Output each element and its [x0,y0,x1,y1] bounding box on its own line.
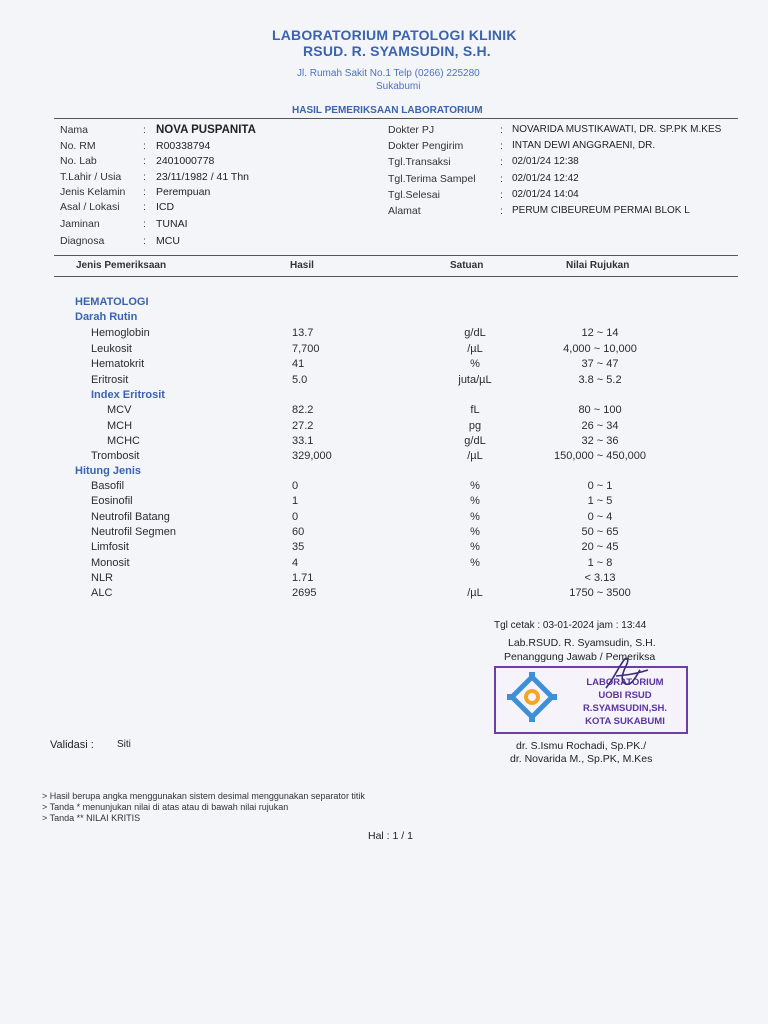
table-row [0,358,768,373]
test-result: 60 [292,525,305,538]
hospital-logo-icon [500,671,564,731]
patient-field-value: MCU [156,235,180,247]
stamp-line-4: KOTA SUKABUMI [585,716,665,727]
test-reference: 4,000 ~ 10,000 [563,342,637,355]
section-darah-rutin: Darah Rutin [75,311,138,323]
doctor-field-label: Tgl.Selesai [388,189,440,201]
doctor-field-value: NOVARIDA MUSTIKAWATI, DR. SP.PK M.KES [512,124,722,135]
test-reference: 32 ~ 36 [581,435,619,447]
patient-field-label: No. RM [60,140,96,152]
field-colon: : [143,171,146,183]
test-result: 35 [292,541,305,554]
test-unit: pg [468,419,482,432]
test-reference: 1 ~ 5 [587,495,613,508]
test-reference: 0 ~ 4 [587,510,613,523]
doctor-field-value: 02/01/24 12:38 [512,156,579,167]
test-name: Neutrofil Batang [91,510,170,523]
doctor-field-label: Tgl.Terima Sampel [388,173,476,185]
note-decimal: > Hasil berupa angka menggunakan sistem desimal menggunakan separator titik [42,791,365,801]
doctor-field-value: PERUM CIBEUREUM PERMAI BLOK L [512,205,690,216]
validasi-value: Siti [117,739,131,750]
test-name: MCHC [107,435,140,447]
stamp-line-1: LABORATORIUM [586,677,664,688]
test-name: MCV [107,404,132,416]
hospital-city: Sukabumi [376,81,421,92]
test-reference: 50 ~ 65 [581,525,619,538]
test-reference: 3.8 ~ 5.2 [578,373,622,386]
doctor-field-label: Dokter Pengirim [388,140,464,152]
validator-doctor-1: dr. S.Ismu Rochadi, Sp.PK./ [516,740,647,752]
test-result: 0 [292,480,299,492]
field-colon: : [500,173,503,185]
patient-field-label: T.Lahir / Usia [60,171,122,183]
table-row [0,495,768,510]
test-result: 41 [292,358,305,370]
field-colon: : [500,140,503,152]
table-row [0,541,768,556]
hospital-address: Jl. Rumah Sakit No.1 Telp (0266) 225280 [297,68,480,79]
patient-field-value: 2401000778 [156,155,215,167]
col-jenis-pemeriksaan: Jenis Pemeriksaan [76,260,167,271]
test-reference: 20 ~ 45 [581,541,619,554]
field-colon: : [500,205,503,217]
test-reference: 1 ~ 8 [587,556,613,569]
table-row [0,572,768,587]
test-result: 13.7 [292,327,314,339]
note-asterisk: > Tanda * menunjukan nilai di atas atau di bawah nilai rujukan [42,802,289,812]
test-name: Monosit [91,556,130,569]
doctor-field-label: Alamat [388,205,421,217]
table-row [0,526,768,541]
test-result: 27.2 [292,419,314,432]
test-unit: % [470,480,480,492]
table-row [0,374,768,389]
note-critical: > Tanda ** NILAI KRITIS [42,813,141,823]
section-hematologi: HEMATOLOGI [75,296,149,308]
patient-field-value: 23/11/1982 / 41 Thn [156,171,250,183]
print-role: Penanggung Jawab / Pemeriksa [504,651,656,663]
patient-field-value: R00338794 [156,140,211,152]
test-unit: /µL [467,587,483,600]
test-reference: 37 ~ 47 [581,358,619,370]
test-name: Leukosit [91,342,132,355]
section-index-eritrosit: Index Eritrosit [91,389,165,401]
validasi-label: Validasi : [50,739,94,751]
patient-field-label: Jenis Kelamin [60,186,126,198]
test-result: 2695 [292,587,317,600]
hospital-name: RSUD. R. SYAMSUDIN, S.H. [303,43,491,59]
test-reference: 26 ~ 34 [581,419,619,432]
patient-field-label: Nama [60,124,89,136]
field-colon: : [143,218,146,230]
test-name: Basofil [91,480,125,492]
patient-field-label: Asal / Lokasi [60,201,120,213]
test-result: 1 [292,495,299,508]
field-colon: : [143,235,146,247]
test-name: Hematokrit [91,358,145,370]
test-name: Hemoglobin [91,327,150,339]
section-hitung-jenis: Hitung Jenis [75,465,142,477]
stamp-line-3: R.SYAMSUDIN,SH. [582,703,668,714]
doctor-field-label: Tgl.Transaksi [388,156,451,168]
field-colon: : [143,140,146,152]
table-head-divider [54,276,738,277]
field-colon: : [500,124,503,136]
field-colon: : [500,156,503,168]
table-row [0,343,768,358]
field-colon: : [143,155,146,167]
table-row [0,480,768,495]
patient-name: NOVA PUSPANITA [156,124,256,136]
test-name: NLR [91,571,114,584]
col-satuan: Satuan [450,260,484,271]
test-unit: /µL [467,450,483,462]
test-unit: % [470,495,480,508]
print-lab: Lab.RSUD. R. Syamsudin, S.H. [508,637,656,649]
test-name: ALC [91,587,113,600]
table-row [0,404,768,419]
patient-field-label: Diagnosa [60,235,105,247]
table-row [0,435,768,450]
col-hasil: Hasil [290,260,314,271]
test-unit: /µL [467,342,483,355]
test-result: 5.0 [292,373,308,386]
field-colon: : [143,124,146,136]
patient-field-label: Jaminan [60,218,100,230]
stamp-line-2: UOBI RSUD [598,690,652,701]
doctor-field-label: Dokter PJ [388,124,435,136]
test-unit: g/dL [464,435,486,447]
test-unit: fL [470,404,480,416]
patient-field-value: Perempuan [156,186,211,198]
test-name: MCH [107,419,133,432]
table-row [0,327,768,342]
test-result: 7,700 [292,342,320,355]
patient-field-value: ICD [156,201,175,213]
test-name: Eritrosit [91,373,129,386]
test-name: Trombosit [91,450,140,462]
test-unit: % [470,358,480,370]
test-reference: < 3.13 [584,571,616,584]
test-unit: g/dL [464,327,486,339]
report-title: HASIL PEMERIKSAAN LABORATORIUM [292,105,483,116]
table-row [0,587,768,602]
table-row [0,511,768,526]
validator-doctor-2: dr. Novarida M., Sp.PK, M.Kes [510,753,653,765]
doctor-field-value: 02/01/24 12:42 [512,173,579,184]
table-row [0,450,768,465]
test-name: Eosinofil [91,495,133,508]
test-reference: 1750 ~ 3500 [569,587,631,600]
test-reference: 12 ~ 14 [581,327,619,339]
test-result: 0 [292,510,299,523]
test-result: 4 [292,556,299,569]
patient-field-value: TUNAI [156,218,188,230]
test-unit: % [470,556,480,569]
test-name: Neutrofil Segmen [91,525,176,538]
lab-name: LABORATORIUM PATOLOGI KLINIK [272,27,517,43]
laboratory-stamp [494,666,688,734]
test-name: Limfosit [91,541,129,554]
print-date: Tgl cetak : 03-01-2024 jam : 13:44 [494,620,647,631]
table-row [0,557,768,572]
test-result: 329,000 [292,450,332,462]
test-reference: 0 ~ 1 [587,480,613,492]
test-unit: % [470,525,480,538]
col-nilai-rujukan: Nilai Rujukan [566,260,630,271]
test-result: 1.71 [292,571,314,584]
test-unit: % [470,510,480,523]
header-divider [54,118,738,119]
table-row [0,420,768,435]
field-colon: : [143,201,146,213]
test-reference: 150,000 ~ 450,000 [553,450,647,462]
doctor-field-value: 02/01/24 14:04 [512,189,579,200]
signature-icon [596,648,656,698]
page-number: Hal : 1 / 1 [368,830,413,842]
test-result: 33.1 [292,435,314,447]
test-unit: juta/µL [458,373,492,386]
table-top-divider [54,255,738,256]
field-colon: : [500,189,503,201]
test-result: 82.2 [292,404,314,416]
test-reference: 80 ~ 100 [578,404,622,416]
patient-field-label: No. Lab [60,155,97,167]
doctor-field-value: INTAN DEWI ANGGRAENI, DR. [512,140,656,151]
test-unit: % [470,541,480,554]
field-colon: : [143,186,146,198]
